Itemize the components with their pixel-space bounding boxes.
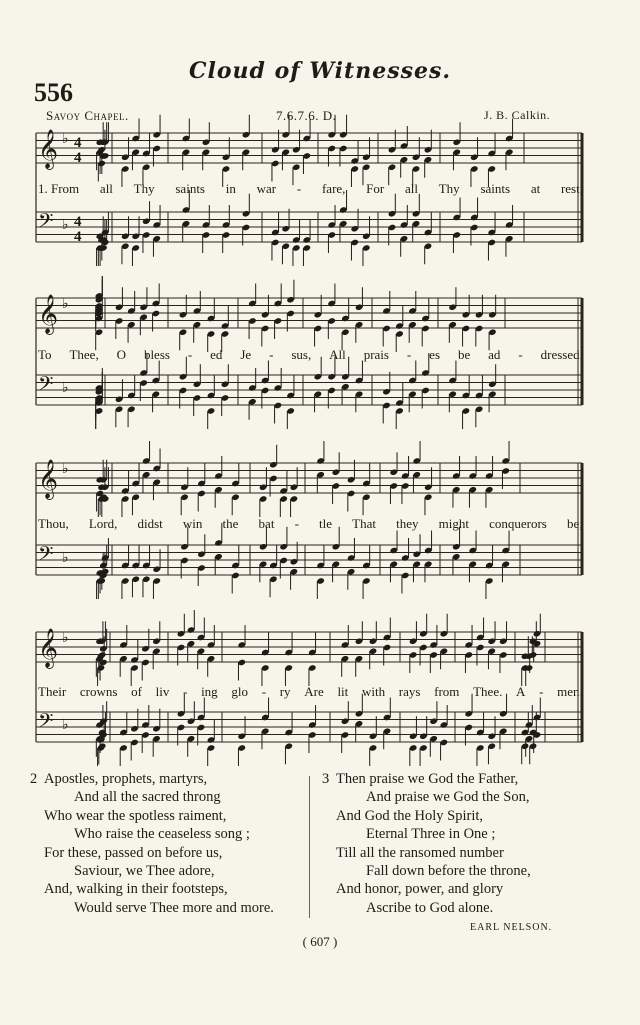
lyric-syllable: -: [187, 347, 193, 362]
verse-line-text: And all the sacred throng: [74, 789, 221, 806]
lyric-syllable: all: [404, 181, 418, 196]
verse-line: [30, 770, 274, 788]
verse-line: [44, 862, 274, 880]
key-signature-flat: ♭: [62, 550, 69, 566]
lyric-line-2: [38, 347, 583, 363]
verse-line: [44, 825, 274, 843]
lyric-syllable: tle: [319, 516, 333, 531]
lyric-syllable: ing: [201, 684, 218, 699]
verse-line-text: And honor, power, and glory: [336, 881, 504, 898]
lyric-syllable: -: [539, 684, 544, 699]
lyric-syllable: the: [222, 516, 239, 531]
lyric-syllable: be: [457, 347, 471, 362]
lyric-syllable: Thy: [438, 181, 460, 196]
key-signature-flat: ♭: [62, 296, 69, 312]
lyric-syllable: O: [116, 347, 127, 362]
treble-clef: 𝄞: [38, 129, 59, 169]
verse-line: [336, 862, 531, 880]
lyric-syllable: Their: [38, 684, 67, 699]
lyric-syllable: Thee.: [473, 684, 503, 699]
verse-line: [44, 880, 274, 898]
lyric-syllable: be;: [566, 516, 583, 531]
verse-line-text: And God the Holy Spirit,: [336, 807, 484, 824]
lyric-line-4: [38, 684, 583, 700]
verse-line: [336, 807, 531, 825]
lyric-syllable: didst: [137, 516, 163, 531]
lyric-syllable: Are: [304, 684, 324, 699]
lyric-syllable: Thy: [133, 181, 155, 196]
lyric-syllable: saints: [480, 181, 511, 196]
lyric-syllable: sus,: [291, 347, 312, 362]
additional-verses: [0, 770, 640, 930]
lyric-syllable: from: [434, 684, 460, 699]
verse-line-text: Till all the ransomed number: [336, 844, 504, 861]
hymn-number: 556: [34, 78, 73, 107]
lyric-line-1: [38, 181, 583, 197]
lyric-syllable: lit: [337, 684, 349, 699]
tune-name: Savoy Chapel.: [46, 108, 129, 123]
lyric-syllable: ed: [210, 347, 223, 362]
lyric-syllable: of: [131, 684, 142, 699]
lyric-syllable: es: [429, 347, 441, 362]
bass-clef: 𝄢: [38, 709, 54, 737]
lyric-syllable: Je: [240, 347, 252, 362]
lyric-syllable: That: [352, 516, 376, 531]
lyric-syllable: might: [438, 516, 469, 531]
key-signature-flat: ♭: [62, 717, 69, 733]
page-number: ( 607 ): [302, 934, 338, 949]
lyric-syllable: conquerors: [489, 516, 547, 531]
verse-line: [44, 807, 274, 825]
lyric-syllable: Thee,: [69, 347, 99, 362]
key-signature-flat: ♭: [62, 131, 69, 147]
treble-clef: 𝄞: [38, 294, 59, 334]
time-signature: 4: [74, 229, 82, 245]
treble-clef: 𝄞: [38, 459, 59, 499]
key-signature-flat: ♭: [62, 380, 69, 396]
verse-line-text: Fall down before the throne,: [366, 863, 531, 880]
verse-line-text: Who raise the ceaseless song ;: [74, 826, 250, 843]
bass-clef: 𝄢: [38, 542, 54, 570]
lyric-syllable: bless: [143, 347, 170, 362]
lyric-syllable: 1. From: [38, 181, 80, 196]
lyric-syllable: -: [406, 347, 412, 362]
lyric-syllable: -: [296, 181, 302, 196]
time-signature: 4: [74, 135, 82, 151]
lyric-syllable: win: [182, 516, 203, 531]
treble-clef: 𝄞: [38, 628, 59, 668]
verse-line-text: Would serve Thee more and more.: [74, 899, 274, 916]
verse-line: [336, 899, 531, 917]
lyric-syllable: liv: [155, 684, 170, 699]
lyric-syllable: All: [329, 347, 346, 362]
verse-number: 3: [322, 771, 330, 787]
lyric-syllable: Thou,: [38, 516, 69, 531]
verse-3: [322, 770, 531, 917]
verse-line-text: And praise we God the Son,: [366, 789, 530, 806]
lyric-syllable: To: [38, 347, 52, 362]
meter: 7.6.7.6. D.: [276, 108, 337, 123]
verse-line-text: Apostles, prophets, martyrs,: [44, 771, 208, 787]
lyric-syllable: -: [518, 347, 523, 362]
lyric-syllable: all: [99, 181, 113, 196]
lyric-syllable: A: [516, 684, 526, 699]
lyric-syllable: -: [269, 347, 274, 362]
lyric-syllable: glo: [231, 684, 248, 699]
verse-line-text: Who wear the spotless raiment,: [44, 807, 227, 824]
verse-number: 2: [30, 771, 38, 787]
key-signature-flat: ♭: [62, 630, 69, 646]
lyric-syllable: -: [294, 516, 299, 531]
lyric-syllable: ad: [488, 347, 501, 362]
lyric-syllable: dressed.: [540, 347, 583, 362]
bass-clef: 𝄢: [38, 209, 54, 237]
verse-divider: [309, 776, 310, 918]
verse-line-text: Eternal Three in One ;: [366, 826, 496, 843]
composer: J. B. Calkin.: [484, 108, 551, 122]
lyric-syllable: they: [396, 516, 419, 531]
lyric-syllable: saints: [175, 181, 205, 196]
verse-2: [30, 770, 274, 917]
lyric-syllable: fare,: [321, 181, 346, 196]
lyric-syllable: in: [225, 181, 236, 196]
verse-line-text: Saviour, we Thee adore,: [74, 863, 215, 880]
lyric-syllable: Lord,: [88, 516, 118, 531]
lyric-syllable: For: [366, 181, 385, 196]
lyric-syllable: -: [261, 684, 267, 699]
verse-line: [44, 899, 274, 917]
verse-line-text: Then praise we God the Father,: [336, 771, 519, 787]
key-signature-flat: ♭: [62, 461, 69, 477]
verse-line: [336, 788, 531, 806]
verse-line: [44, 844, 274, 862]
verse-line: [336, 880, 531, 898]
lyric-syllable: at: [530, 181, 541, 196]
lyric-syllable: bat: [258, 516, 275, 531]
lyric-syllable: -: [183, 684, 188, 699]
lyric-syllable: war: [256, 181, 277, 196]
bass-clef: 𝄢: [38, 372, 54, 400]
lyric-syllable: rest,: [560, 181, 583, 196]
lyric-syllable: crowns: [79, 684, 118, 699]
verse-line: [44, 788, 274, 806]
verse-line-text: And, walking in their footsteps,: [44, 881, 228, 898]
score-staves: [36, 115, 582, 766]
lyric-syllable: rays: [398, 684, 421, 699]
time-signature: 4: [74, 214, 82, 230]
verse-line: [336, 844, 531, 862]
verse-line: [336, 825, 531, 843]
lyric-syllable: with: [361, 684, 386, 699]
hymn-title: Cloud of Witnesses.: [188, 58, 452, 84]
key-signature-flat: ♭: [62, 217, 69, 233]
lyric-line-3: [38, 516, 583, 532]
verse-line: [322, 770, 531, 788]
author: EARL NELSON.: [470, 922, 553, 933]
verse-line-text: For these, passed on before us,: [44, 844, 223, 861]
verse-line-text: Ascribe to God alone.: [366, 899, 494, 916]
lyric-syllable: prais: [363, 347, 389, 362]
lyric-syllable: men.: [557, 684, 583, 699]
time-signature: 4: [74, 150, 82, 166]
lyric-syllable: ry: [279, 684, 291, 699]
